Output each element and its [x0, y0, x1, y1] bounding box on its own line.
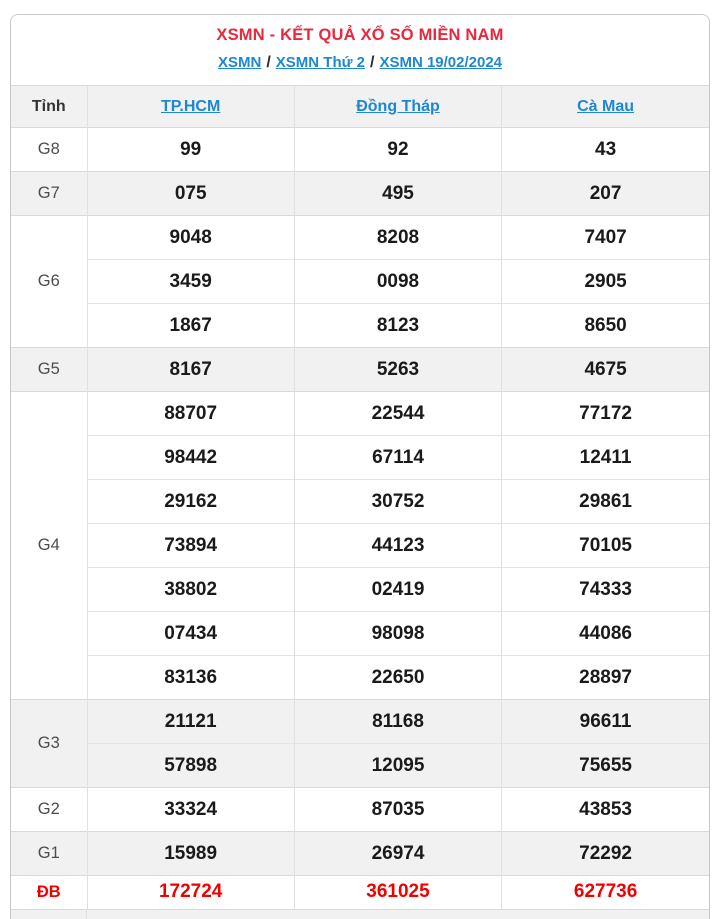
breadcrumb: [11, 54, 709, 72]
result-number: 92: [294, 128, 501, 172]
result-number: 8123: [294, 304, 501, 348]
prize-label-g3: G3: [11, 700, 87, 788]
table-row: [11, 392, 709, 436]
result-number: 12411: [502, 436, 709, 480]
result-number: 21121: [87, 700, 294, 744]
table-row: [11, 128, 709, 172]
result-number: 99: [87, 128, 294, 172]
result-number: 44123: [294, 524, 501, 568]
result-number: 2905: [502, 260, 709, 304]
prize-group-g3: [11, 700, 709, 788]
result-number: 8208: [294, 216, 501, 260]
special-prize-number: 361025: [294, 876, 501, 909]
table-row: [11, 172, 709, 216]
next-section-partial-row: [11, 909, 709, 919]
result-number: 495: [294, 172, 501, 216]
breadcrumb-separator: /: [266, 54, 271, 71]
result-number: 70105: [502, 524, 709, 568]
table-row: [11, 700, 709, 744]
province-link-dong-thap[interactable]: Đồng Tháp: [356, 97, 440, 115]
table-row: [11, 480, 709, 524]
result-number: 207: [502, 172, 709, 216]
prize-label-g1: G1: [11, 832, 87, 876]
result-number: 8167: [87, 348, 294, 392]
table-row: [11, 568, 709, 612]
table-row: [11, 788, 709, 832]
result-number: 5263: [294, 348, 501, 392]
special-prize-number: 627736: [502, 876, 709, 909]
result-number: 22544: [294, 392, 501, 436]
result-number: 07434: [87, 612, 294, 656]
result-number: 98098: [294, 612, 501, 656]
next-section-label-cell: [11, 910, 87, 919]
result-number: 15989: [87, 832, 294, 876]
prize-label-g6: G6: [11, 216, 87, 348]
result-number: 12095: [294, 744, 501, 788]
prize-group-g8: [11, 128, 709, 172]
result-number: 83136: [87, 656, 294, 700]
result-number: 87035: [294, 788, 501, 832]
table-row: [11, 436, 709, 480]
result-number: 67114: [294, 436, 501, 480]
results-header: [11, 15, 709, 85]
breadcrumb-link-xsmn-thu-2[interactable]: XSMN Thứ 2: [275, 54, 365, 71]
prize-group-g5: [11, 348, 709, 392]
table-row: [11, 656, 709, 700]
result-number: 075: [87, 172, 294, 216]
result-number: 3459: [87, 260, 294, 304]
column-header-province: Tỉnh: [11, 86, 87, 128]
result-number: 88707: [87, 392, 294, 436]
table-row: [11, 304, 709, 348]
column-header-tphcm: [87, 86, 294, 128]
column-header-dong-thap: [294, 86, 501, 128]
result-number: 29861: [502, 480, 709, 524]
result-number: 74333: [502, 568, 709, 612]
prize-group-g2: [11, 788, 709, 832]
province-link-tphcm[interactable]: TP.HCM: [161, 97, 221, 115]
result-number: 77172: [502, 392, 709, 436]
prize-label-g7: G7: [11, 172, 87, 216]
prize-group-g6: [11, 216, 709, 348]
result-number: 81168: [294, 700, 501, 744]
table-row: [11, 832, 709, 876]
table-row: [11, 612, 709, 656]
prize-group-g7: [11, 172, 709, 216]
breadcrumb-separator: /: [369, 54, 375, 71]
page-title: XSMN - KẾT QUẢ XỔ SỐ MIỀN NAM: [216, 26, 504, 44]
result-number: 29162: [87, 480, 294, 524]
result-number: 33324: [87, 788, 294, 832]
result-number: 30752: [294, 480, 501, 524]
result-number: 43853: [502, 788, 709, 832]
column-header-ca-mau: [502, 86, 709, 128]
prize-group-g4: [11, 392, 709, 700]
result-number: 75655: [502, 744, 709, 788]
result-number: 8650: [502, 304, 709, 348]
prize-group-db: [11, 876, 709, 909]
lottery-results-card: [10, 14, 710, 919]
prize-label-g5: G5: [11, 348, 87, 392]
result-number: 22650: [294, 656, 501, 700]
prize-label-db: ĐB: [11, 876, 87, 909]
result-number: 72292: [502, 832, 709, 876]
special-prize-number: 172724: [87, 876, 294, 909]
results-table: [11, 85, 709, 909]
result-number: 28897: [502, 656, 709, 700]
result-number: 43: [502, 128, 709, 172]
province-link-ca-mau[interactable]: Cà Mau: [577, 97, 635, 115]
result-number: 4675: [502, 348, 709, 392]
table-row: [11, 348, 709, 392]
result-number: 44086: [502, 612, 709, 656]
table-row: [11, 524, 709, 568]
result-number: 98442: [87, 436, 294, 480]
result-number: 0098: [294, 260, 501, 304]
result-number: 7407: [502, 216, 709, 260]
breadcrumb-link-xsmn[interactable]: XSMN: [217, 54, 262, 71]
result-number: 9048: [87, 216, 294, 260]
result-number: 02419: [294, 568, 501, 612]
table-row: [11, 216, 709, 260]
prize-label-g4: G4: [11, 392, 87, 700]
breadcrumb-link-xsmn-date[interactable]: XSMN 19/02/2024: [379, 54, 503, 71]
result-number: 38802: [87, 568, 294, 612]
table-header-row: [11, 86, 709, 128]
table-row: [11, 876, 709, 909]
result-number: 96611: [502, 700, 709, 744]
prize-group-g1: [11, 832, 709, 876]
table-row: [11, 260, 709, 304]
prize-label-g2: G2: [11, 788, 87, 832]
result-number: 73894: [87, 524, 294, 568]
table-row: [11, 744, 709, 788]
result-number: 1867: [87, 304, 294, 348]
result-number: 26974: [294, 832, 501, 876]
result-number: 57898: [87, 744, 294, 788]
prize-label-g8: G8: [11, 128, 87, 172]
